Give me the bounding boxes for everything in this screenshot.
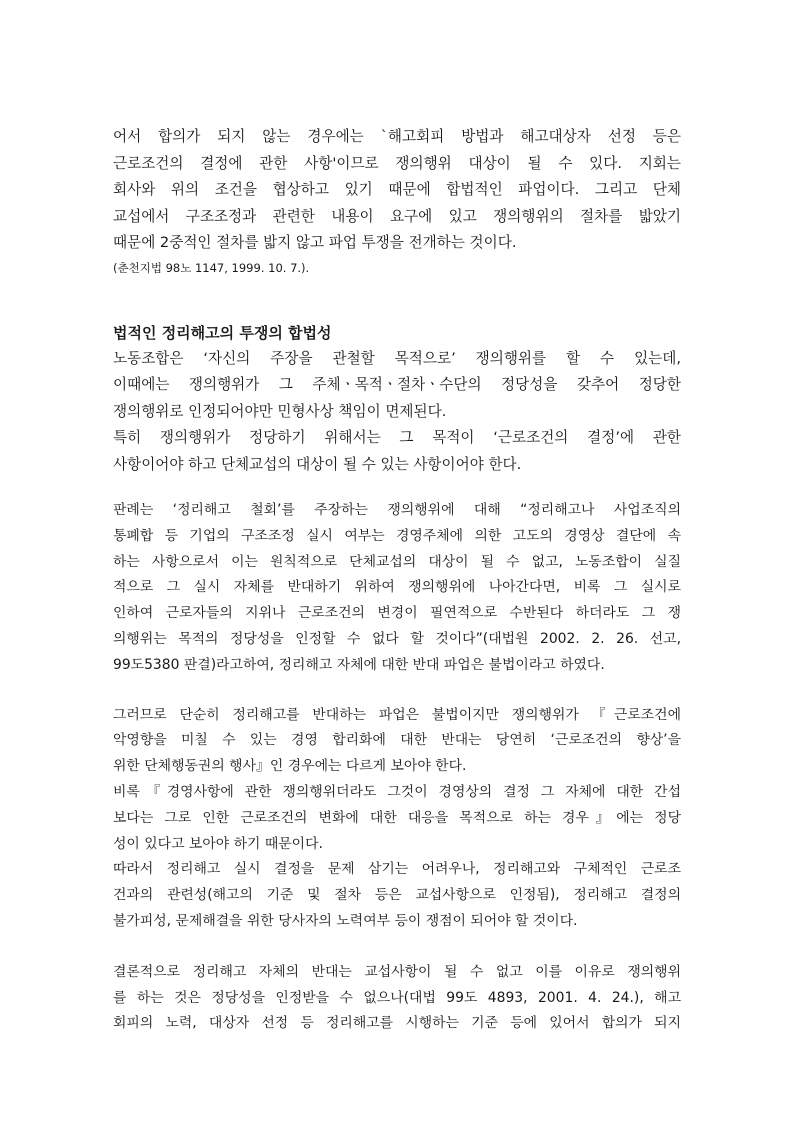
text-line: 근로조건의 결정에 관한 사항'이므로 쟁의행위 대상이 될 수 있다. 지회는 <box>113 154 681 172</box>
text-line: 때문에 2중적인 절차를 밟지 않고 파업 투쟁을 전개하는 것이다. <box>113 234 517 251</box>
text-line: 쟁의행위로 인정되어야만 민형사상 책임이 면제된다. <box>113 402 447 420</box>
text-line: 악영향을 미칠 수 있는 경영 합리화에 대한 반대는 당연히 ‘근로조건의 향상’을 <box>113 732 681 749</box>
text-line: 건과의 관련성(해고의 기준 및 절차 등은 교섭사항으로 인정됨), 정리해고 결정의 <box>113 887 681 904</box>
paragraph-1 <box>113 124 681 257</box>
text-line: 결론적으로 정리해고 자체의 반대는 교섭사항이 될 수 없고 이를 이유로 쟁의행위 <box>113 963 681 980</box>
text-line: 하는 사항으로서 이는 원칙적으로 단체교섭의 대상이 될 수 없고, 노동조합이 실질 <box>113 553 681 570</box>
text-line: 어서 합의가 되지 않는 경우에는 `해고회피 방법과 해고대상자 선정 등은 <box>113 128 681 145</box>
citation: (춘천지법 98노 1147, 1999. 10. 7.). <box>113 260 310 275</box>
document-page <box>113 124 681 1037</box>
text-line: 특히 쟁의행위가 정당하기 위해서는 그 목적이 ‘근로조건의 결정’에 관한 <box>113 429 681 446</box>
text-line: 인하여 근로자들의 지위나 근로조건의 변경이 필연적으로 수반된다 하더라도 그 쟁 <box>113 605 681 622</box>
text-line: 불가피성, 문제해결을 위한 당사자의 노력여부 등이 쟁점이 되어야 할 것이다. <box>113 912 578 929</box>
text-line: 위한 단체행동권의 행사』인 경우에는 다르게 보아야 한다. <box>113 758 467 775</box>
text-line: 사항이어야 하고 단체교섭의 대상이 될 수 있는 사항이어야 한다. <box>113 455 522 473</box>
text-line: 성이 있다고 보아야 하기 때문이다. <box>113 835 323 852</box>
text-line: 회사와 위의 조건을 협상하고 있기 때문에 합법적인 파업이다. 그리고 단체 <box>113 181 681 198</box>
text-line: 교섭에서 구조조정과 관련한 내용이 요구에 있고 쟁의행위의 절차를 밟았기 <box>113 207 681 225</box>
section-body <box>113 346 681 479</box>
text-line: 그러므로 단순히 정리해고를 반대하는 파업은 불법이지만 쟁의행위가 『근로조건에 <box>113 706 681 723</box>
text-line: 를 하는 것은 정당성을 인정받을 수 없으나(대법 99도 4893, 2001. 4. 24.), 해고 <box>113 989 681 1006</box>
text-line: 판례는 ‘정리해고 철회’를 주장하는 쟁의행위에 대해 “정리해고나 사업조직의 <box>113 502 681 518</box>
text-line: 비록『경영사항에 관한 쟁의행위더라도 그것이 경영상의 결정 그 자체에 대한 간섭 <box>113 783 681 800</box>
paragraph-4 <box>113 703 681 935</box>
paragraph-5 <box>113 960 681 1037</box>
text-line: 통폐합 등 기업의 구조조정 실시 여부는 경영주체에 의한 고도의 경영상 결단에 속 <box>113 527 681 544</box>
text-line: 노동조합은 ‘자신의 주장을 관철할 목적으로’ 쟁의행위를 할 수 있는데, <box>113 349 681 367</box>
section-heading: 법적인 정리해고의 투쟁의 합법성 <box>113 323 332 342</box>
text-line: 99도5380 판결)라고하여, 정리해고 자체에 대한 반대 파업은 불법이라고 하였다. <box>113 656 605 673</box>
text-line: 보다는 그로 인한 근로조건의 변화에 대한 대응을 목적으로 하는 경우』에는 정당 <box>113 809 681 826</box>
text-line: 이때에는 쟁의행위가 그 주체ㆍ목적ㆍ절차ㆍ수단의 정당성을 갖추어 정당한 <box>113 376 681 393</box>
text-line: 따라서 정리해고 실시 결정을 문제 삼기는 어려우나, 정리해고와 구체적인 근로조 <box>113 861 681 878</box>
text-line: 적으로 그 실시 자체를 반대하기 위하여 쟁의행위에 나아간다면, 비록 그 실시로 <box>113 579 681 596</box>
text-line: 회피의 노력, 대상자 선정 등 정리해고를 시행하는 기준 등에 있어서 합의가 되지 <box>113 1015 681 1032</box>
text-line: 의행위는 목적의 정당성을 인정할 수 없다 할 것이다”(대법원 2002. 2. 26. 선고, <box>113 630 681 647</box>
paragraph-3 <box>113 498 681 679</box>
